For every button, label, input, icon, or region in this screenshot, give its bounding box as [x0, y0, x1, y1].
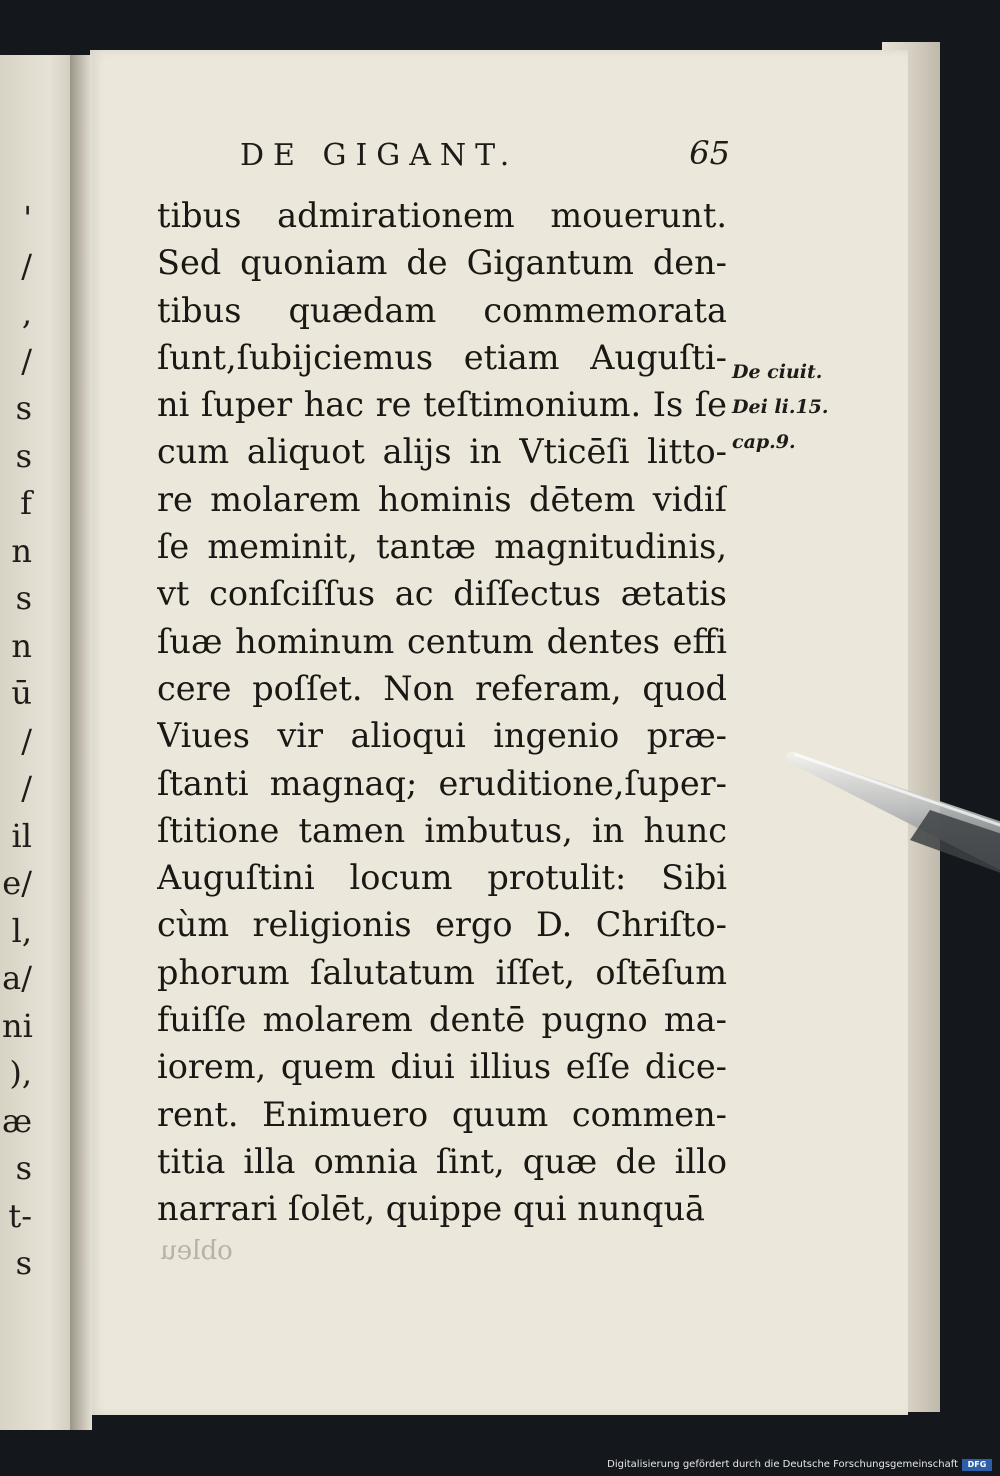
marginal-note	[732, 355, 852, 460]
text-line: ni ſuper hac re teſtimonium. Is ſe	[157, 385, 727, 425]
fragment: '	[23, 199, 32, 237]
fragment: /	[21, 341, 32, 380]
fragment: s	[15, 579, 32, 617]
text-line: rent. Enimuero quum commen-	[157, 1094, 727, 1134]
text-line: titia illa omnia ſint, quæ de illo	[157, 1141, 727, 1181]
text-line: cere poſſet. Non referam, quod	[157, 668, 727, 708]
fragment: ni	[2, 1006, 33, 1045]
fragment: f	[20, 484, 32, 522]
page-number: 65	[689, 134, 730, 172]
text-line: iorem, quem diui illius eſſe dice-	[157, 1047, 727, 1087]
running-head	[240, 134, 730, 182]
fragment: l,	[11, 911, 32, 950]
marginal-note-line: De ciuit.	[732, 361, 823, 383]
pointer-stick	[780, 740, 1000, 890]
text-line: narrari ſolēt, quippe qui nunquā	[157, 1189, 705, 1229]
text-line: cum aliquot alijs in Vticēſi litto-	[157, 432, 727, 472]
fragment: ,	[21, 294, 32, 332]
fragment: e/	[2, 864, 32, 902]
fragment: s	[15, 1244, 32, 1282]
show-through-text: obleu	[160, 1236, 233, 1266]
fragment: ū	[11, 674, 32, 712]
text-line: cùm religionis ergo D. Chriſto-	[157, 905, 727, 945]
dfg-logo: DFG	[962, 1459, 992, 1471]
text-line: Sed quoniam de Gigantum den-	[157, 243, 727, 283]
left-page-text-fragments	[2, 195, 32, 1288]
fragment: s	[15, 1149, 32, 1187]
fragment: s	[15, 436, 32, 475]
text-line: ſunt,ſubijciemus etiam Auguſti-	[157, 337, 727, 377]
text-line: re molarem hominis dētem vidiſ	[157, 479, 727, 519]
text-line: tibus admirationem mouerunt.	[157, 196, 727, 235]
text-line: fuiſſe molarem dentē pugno ma-	[157, 1000, 727, 1040]
fragment: s	[15, 389, 32, 427]
fragment: n	[11, 626, 32, 665]
text-line: tibus quædam commemorata	[157, 290, 727, 330]
marginal-note-line: cap.9.	[732, 431, 796, 453]
digitization-credit: Digitalisierung gefördert durch die Deutsche Forschungsgemeinschaft	[607, 1459, 958, 1470]
text-line: Auguſtini locum protulit: Sibi	[157, 858, 727, 898]
fragment: /	[21, 721, 32, 760]
fragment: a/	[2, 959, 32, 997]
text-line: ſuæ hominum centum dentes effi	[157, 621, 727, 661]
running-title: DE GIGANT.	[240, 138, 519, 173]
marginal-note-line: Dei li.15.	[732, 396, 829, 418]
fragment: /	[21, 246, 32, 285]
text-line: ſtitione tamen imbutus, in hunc	[157, 810, 727, 850]
fragment: n	[11, 531, 32, 570]
fragment: il	[11, 816, 32, 855]
text-line: vt conſciſſus ac diſſectus ætatis	[157, 574, 727, 614]
text-line: Viues vir alioqui ingenio præ-	[157, 716, 727, 756]
book-gutter	[70, 55, 92, 1430]
body-text	[157, 192, 727, 1233]
text-line: phorum ſalutatum iſſet, oſtēſum	[157, 952, 727, 992]
fragment: /	[21, 769, 32, 807]
fragment: t-	[8, 1196, 32, 1235]
text-line: ſe meminit, tantæ magnitudinis,	[157, 527, 727, 567]
fragment: ),	[9, 1054, 32, 1092]
text-line: ſtanti magnaq; eruditione,ſuper-	[157, 763, 727, 803]
fragment: æ	[2, 1101, 33, 1140]
